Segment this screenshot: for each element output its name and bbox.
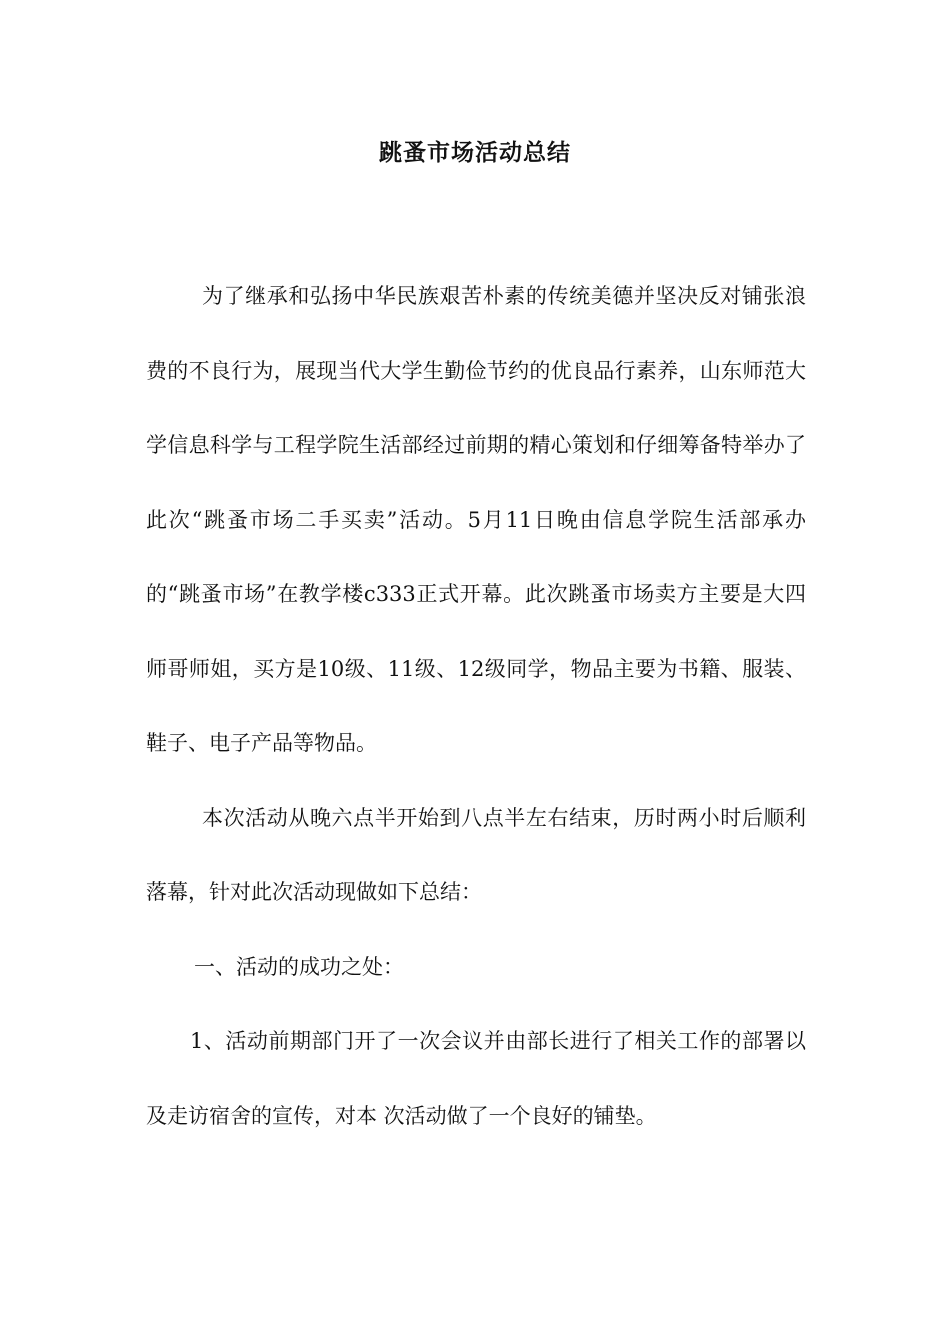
document-title: 跳蚤市场活动总结 [379,140,571,166]
paragraph-duration: 本次活动从晚六点半开始到八点半左右结束，历时两小时后顺利落幕，针对此次活动现做如下总结： [146,805,806,904]
paragraph-intro: 为了继承和弘扬中华民族艰苦朴素的传统美德并坚决反对铺张浪费的不良行为，展现当代大学生勤俭节约的优良品行素养，山东师范大学信息科学与工程学院生活部经过前期的精心策划和仔细筹备特举办了此次“跳蚤市场二手买卖”活动。5月11日晚由信息学院生活部承办的“跳蚤市场”在教学楼c333正式开幕。此次跳蚤市场卖方主要是大四师哥师姐，买方是10级、11级、12级同学，物品主要为书籍、服装、鞋子、电子产品等物品。 [146,284,806,755]
section-heading-successes: 一、活动的成功之处： [194,954,404,979]
document-body [146,259,806,1153]
list-item-1: 1、活动前期部门开了一次会议并由部长进行了相关工作的部署以及走访宿舍的宣传，对本 次活动做了一个良好的铺垫。 [146,1029,806,1128]
